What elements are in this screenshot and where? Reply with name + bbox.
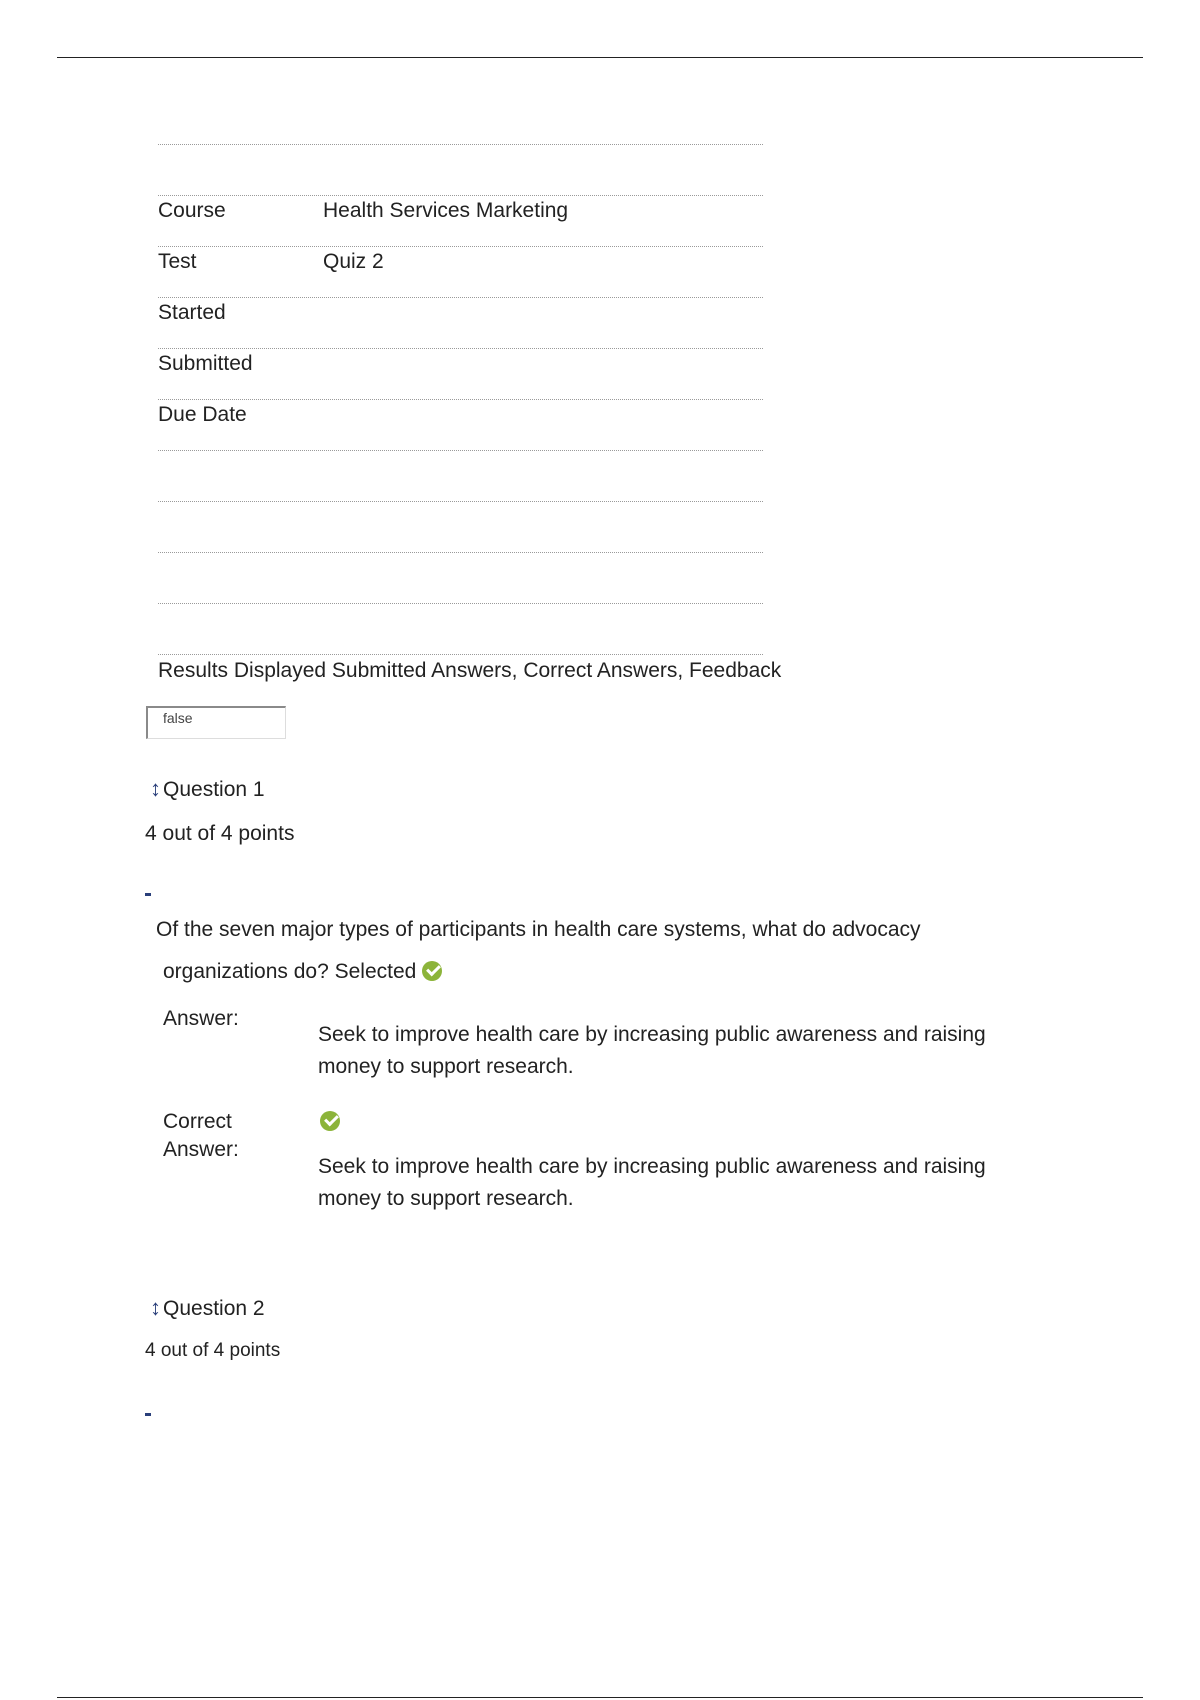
question-2-points: 4 out of 4 points	[145, 1340, 281, 1361]
vertical-arrows-icon[interactable]: ↕	[150, 776, 161, 801]
started-label: Started	[158, 301, 226, 324]
question-1-title: Question 1	[163, 778, 265, 801]
due-date-label: Due Date	[158, 403, 247, 426]
check-circle-icon	[422, 961, 442, 981]
question-2-header[interactable]	[150, 1295, 265, 1321]
test-info-table	[158, 144, 763, 655]
bottom-rule	[57, 1697, 1143, 1698]
correct-answer-label-line1: Correct	[163, 1110, 232, 1133]
correct-answer-label	[163, 1108, 239, 1164]
course-label: Course	[158, 199, 226, 222]
info-row-empty-1	[158, 451, 763, 501]
course-value: Health Services Marketing	[323, 199, 569, 222]
question-1-header[interactable]	[150, 776, 265, 802]
info-row-started	[158, 298, 763, 348]
question-2-marker	[145, 1413, 151, 1416]
info-row-empty-2	[158, 502, 763, 552]
hidden-field-box[interactable]	[146, 706, 286, 739]
vertical-arrows-icon[interactable]: ↕	[150, 1295, 161, 1320]
selected-answer-label: Answer:	[163, 1007, 239, 1030]
question-1-marker	[145, 893, 151, 896]
question-1-text-line1: Of the seven major types of participants in health care systems, what do advocacy	[156, 918, 921, 941]
correct-answer-label-line2: Answer:	[163, 1138, 239, 1161]
top-rule	[57, 57, 1143, 58]
info-row-test	[158, 247, 763, 297]
hidden-field-value: false	[163, 710, 193, 726]
results-displayed: Results Displayed Submitted Answers, Correct Answers, Feedback	[158, 659, 782, 682]
info-row-due-date	[158, 400, 763, 450]
submitted-label: Submitted	[158, 352, 253, 375]
info-row-empty-3	[158, 553, 763, 603]
info-row-submitted	[158, 349, 763, 399]
info-row-blank	[158, 145, 763, 195]
question-1-points: 4 out of 4 points	[145, 822, 295, 845]
test-label: Test	[158, 250, 197, 273]
question-2-title: Question 2	[163, 1297, 265, 1320]
info-row-course	[158, 196, 763, 246]
selected-answer-text: Seek to improve health care by increasing public awareness and raising money to support research.	[318, 1023, 986, 1078]
test-value: Quiz 2	[323, 250, 384, 273]
check-circle-icon	[320, 1111, 340, 1131]
correct-answer-text: Seek to improve health care by increasing public awareness and raising money to support research.	[318, 1155, 986, 1210]
question-1-text-line2	[163, 960, 442, 984]
question-1-text-line2-label: organizations do? Selected	[163, 960, 417, 983]
info-row-empty-4	[158, 604, 763, 654]
